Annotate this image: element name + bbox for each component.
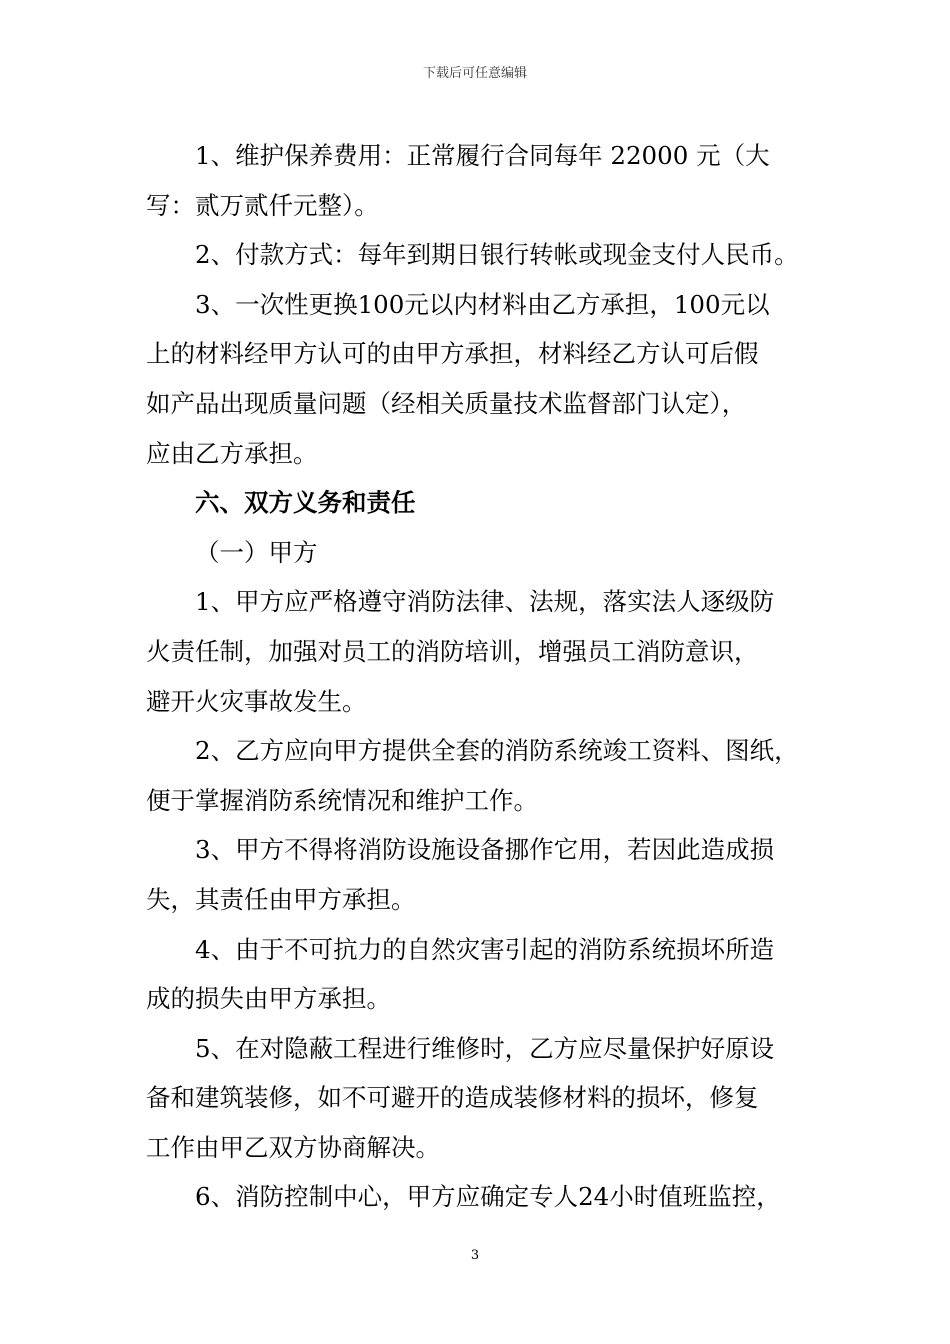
text-line: 便于掌握消防系统情况和维护工作。	[146, 785, 538, 815]
text-line: 如产品出现质量问题（经相关质量技术监督部门认定），	[146, 388, 747, 418]
page-number: 3	[470, 1248, 480, 1263]
text-line: 2、乙方应向甲方提供全套的消防系统竣工资料、图纸，	[195, 736, 799, 766]
paragraph-materials	[146, 280, 822, 478]
text-line: 成的损失由甲方承担。	[146, 984, 391, 1014]
paragraph-clause-2	[146, 726, 822, 825]
subsection-heading	[146, 528, 822, 578]
text-line: 上的材料经甲方认可的由甲方承担，材料经乙方认可后假	[146, 339, 759, 369]
text-line: 应由乙方承担。	[146, 438, 318, 468]
paragraph-clause-6	[146, 1172, 822, 1222]
page-header: 下载后可任意编辑	[422, 66, 527, 81]
paragraph-clause-5	[146, 1024, 822, 1173]
paragraph-payment-method	[146, 230, 822, 280]
text-line: 失，其责任由甲方承担。	[146, 884, 416, 914]
text-line: 2、付款方式：每年到期日银行转帐或现金支付人民币。	[195, 240, 799, 270]
paragraph-clause-1	[146, 577, 822, 726]
text-line: 火责任制，加强对员工的消防培训，增强员工消防意识，	[146, 636, 759, 666]
section-heading	[146, 478, 822, 528]
text-line: 工作由甲乙双方协商解决。	[146, 1132, 440, 1162]
text-line: 避开火灾事故发生。	[146, 686, 367, 716]
text-line: 3、甲方不得将消防设施设备挪作它用，若因此造成损	[195, 835, 775, 865]
paragraph-maintenance-fee	[146, 131, 822, 230]
text-line: 4、由于不可抗力的自然灾害引起的消防系统损坏所造	[195, 934, 775, 964]
text-line: 3、一次性更换100元以内材料由乙方承担，100元以	[195, 289, 770, 319]
text-line: 6、消防控制中心，甲方应确定专人24小时值班监控，	[195, 1182, 781, 1212]
text-line: 写：贰万贰仟元整）。	[146, 190, 379, 220]
text-line: 备和建筑装修，如不可避开的造成装修材料的损坏，修复	[146, 1083, 759, 1113]
text-line: 1、维护保养费用：正常履行合同每年 22000 元（大	[195, 141, 770, 170]
subsection-heading-text: （一）甲方	[195, 537, 318, 567]
section-heading-text: 六、双方义务和责任	[195, 488, 416, 518]
paragraph-clause-3	[146, 825, 822, 924]
document-body	[146, 131, 822, 1222]
text-line: 5、在对隐蔽工程进行维修时，乙方应尽量保护好原设	[195, 1033, 775, 1063]
paragraph-clause-4	[146, 925, 822, 1024]
text-line: 1、甲方应严格遵守消防法律、法规，落实法人逐级防	[195, 587, 775, 617]
